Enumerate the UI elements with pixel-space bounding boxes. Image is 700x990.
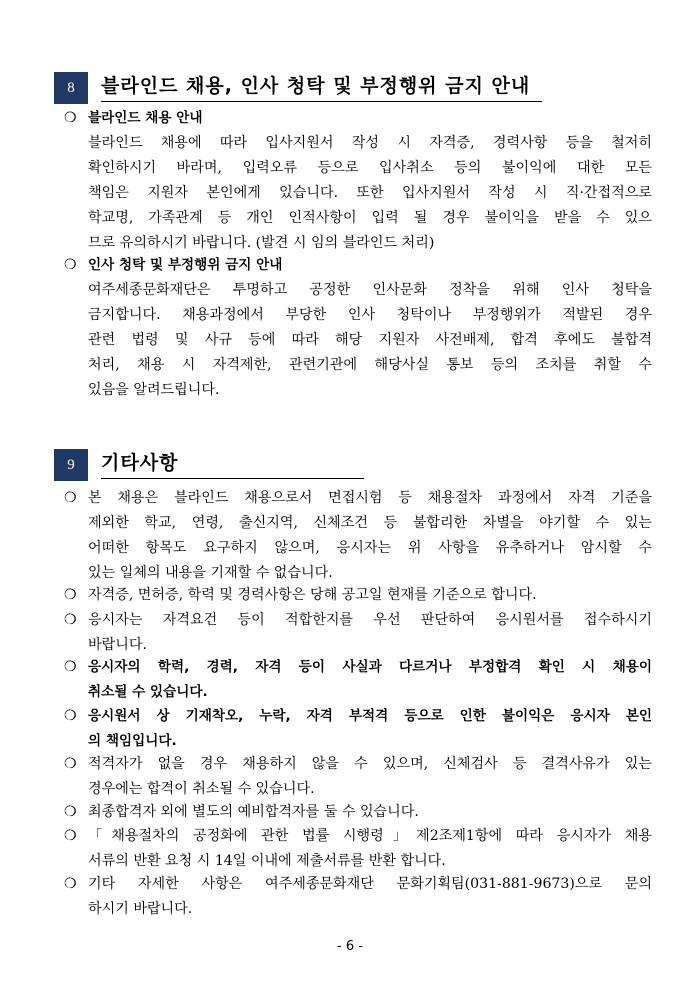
body-line: 있음을 알려드립니다. [88, 382, 220, 398]
section-8-item-2 [64, 253, 652, 403]
body-line: 확인하시기 바라며, 입력오류 등으로 입사취소 등의 불이익에 대한 모든 [88, 160, 652, 176]
body-line: 블라인드 채용에 따라 입사지원서 작성 시 자격증, 경력사항 등을 철저히 [88, 135, 652, 151]
section-title: 기타사항 [101, 451, 364, 479]
body-line: 므로 유의하시기 바랍니다. (발견 시 임의 블라인드 처리) [88, 235, 435, 251]
section-9-header [54, 449, 364, 481]
section-9-item-8 [64, 824, 652, 874]
section-number-badge: 9 [54, 449, 88, 481]
body-line: 기타 자세한 사항은 여주세종문화재단 문화기획팀(031-881-9673)으로 문의 [88, 876, 652, 892]
section-9-item-9 [64, 872, 652, 922]
body-line: 취소될 수 있습니다. [88, 684, 208, 700]
item-heading: 인사 청탁 및 부정행위 금지 안내 [88, 257, 283, 273]
bullet-circle-icon: ❍ [64, 587, 77, 603]
body-line: 응시자는 자격요건 등이 적합한지를 우선 판단하여 응시원서를 접수하시기 [88, 612, 652, 628]
section-number-badge: 8 [54, 72, 88, 104]
body-line: 바랍니다. [88, 637, 147, 653]
body-line: 의 책임입니다. [88, 733, 177, 749]
body-line: 자격증, 면허증, 학력 및 경력사항은 당해 공고일 현재를 기준으로 합니다. [88, 587, 537, 603]
bullet-circle-icon: ❍ [64, 612, 77, 628]
bullet-circle-icon: ❍ [64, 257, 77, 273]
page-number: - 6 - [337, 939, 363, 954]
body-line: 하시기 바랍니다. [88, 901, 193, 917]
section-title: 블라인드 채용, 인사 청탁 및 부정행위 금지 안내 [101, 74, 542, 102]
body-line: 학교명, 가족관계 등 개인 인적사항이 입력 될 경우 불이익을 받을 수 있으 [88, 210, 652, 226]
section-8-header [54, 72, 542, 104]
section-9-item-3 [64, 608, 652, 658]
bullet-circle-icon: ❍ [64, 490, 77, 506]
bullet-circle-icon: ❍ [64, 756, 77, 772]
section-9-item-4 [64, 655, 652, 705]
section-9-item-2 [64, 583, 652, 608]
section-9-item-1 [64, 486, 652, 586]
section-9-item-7 [64, 800, 652, 825]
section-8-item-1 [64, 106, 652, 256]
bullet-circle-icon: ❍ [64, 659, 77, 675]
body-line: 처리, 채용 시 자격제한, 관련기관에 해당사실 통보 등의 조치를 취할 수 [88, 357, 652, 373]
body-line: 책임은 지원자 본인에게 있습니다. 또한 입사지원서 작성 시 직·간접적으로 [88, 185, 652, 201]
body-line: 「채용절차의 공정화에 관한 법률 시행령」제2조제1항에 따라 응시자가 채용 [88, 828, 652, 844]
body-line: 최종합격자 외에 별도의 예비합격자를 둘 수 있습니다. [88, 804, 419, 820]
bullet-circle-icon: ❍ [64, 110, 77, 126]
body-line: 응시자의 학력, 경력, 자격 등이 사실과 다르거나 부정합격 확인 시 채용이 [88, 659, 652, 675]
body-line: 있는 일체의 내용을 기재할 수 없습니다. [88, 565, 333, 581]
bullet-circle-icon: ❍ [64, 828, 77, 844]
body-line: 서류의 반환 요청 시 14일 이내에 제출서류를 반환 합니다. [88, 853, 446, 869]
bullet-circle-icon: ❍ [64, 708, 77, 724]
section-9-item-6 [64, 752, 652, 802]
body-line: 제외한 학교, 연령, 출신지역, 신체조건 등 불합리한 차별을 야기할 수 있는 [88, 515, 652, 531]
bullet-circle-icon: ❍ [64, 804, 77, 820]
body-line: 어떠한 항목도 요구하지 않으며, 응시자는 위 사항을 유추하거나 암시할 수 [88, 540, 652, 556]
body-line: 적격자가 없을 경우 채용하지 않을 수 있으며, 신체검사 등 결격사유가 있는 [88, 756, 652, 772]
body-line: 경우에는 합격이 취소될 수 있습니다. [88, 781, 315, 797]
section-9-item-5 [64, 704, 652, 754]
body-line: 관련 법령 및 사규 등에 따라 해당 지원자 사전배제, 합격 후에도 불합격 [88, 332, 652, 348]
bullet-circle-icon: ❍ [64, 876, 77, 892]
body-line: 여주세종문화재단은 투명하고 공정한 인사문화 정착을 위해 인사 청탁을 [88, 282, 652, 298]
body-line: 응시원서 상 기재착오, 누락, 자격 부적격 등으로 인한 불이익은 응시자 본인 [88, 708, 652, 724]
body-line: 본 채용은 블라인드 채용으로서 면접시험 등 채용절차 과정에서 자격 기준을 [88, 490, 652, 506]
item-heading: 블라인드 채용 안내 [88, 110, 203, 126]
body-line: 금지합니다. 채용과정에서 부당한 인사 청탁이나 부정행위가 적발된 경우 [88, 307, 652, 323]
